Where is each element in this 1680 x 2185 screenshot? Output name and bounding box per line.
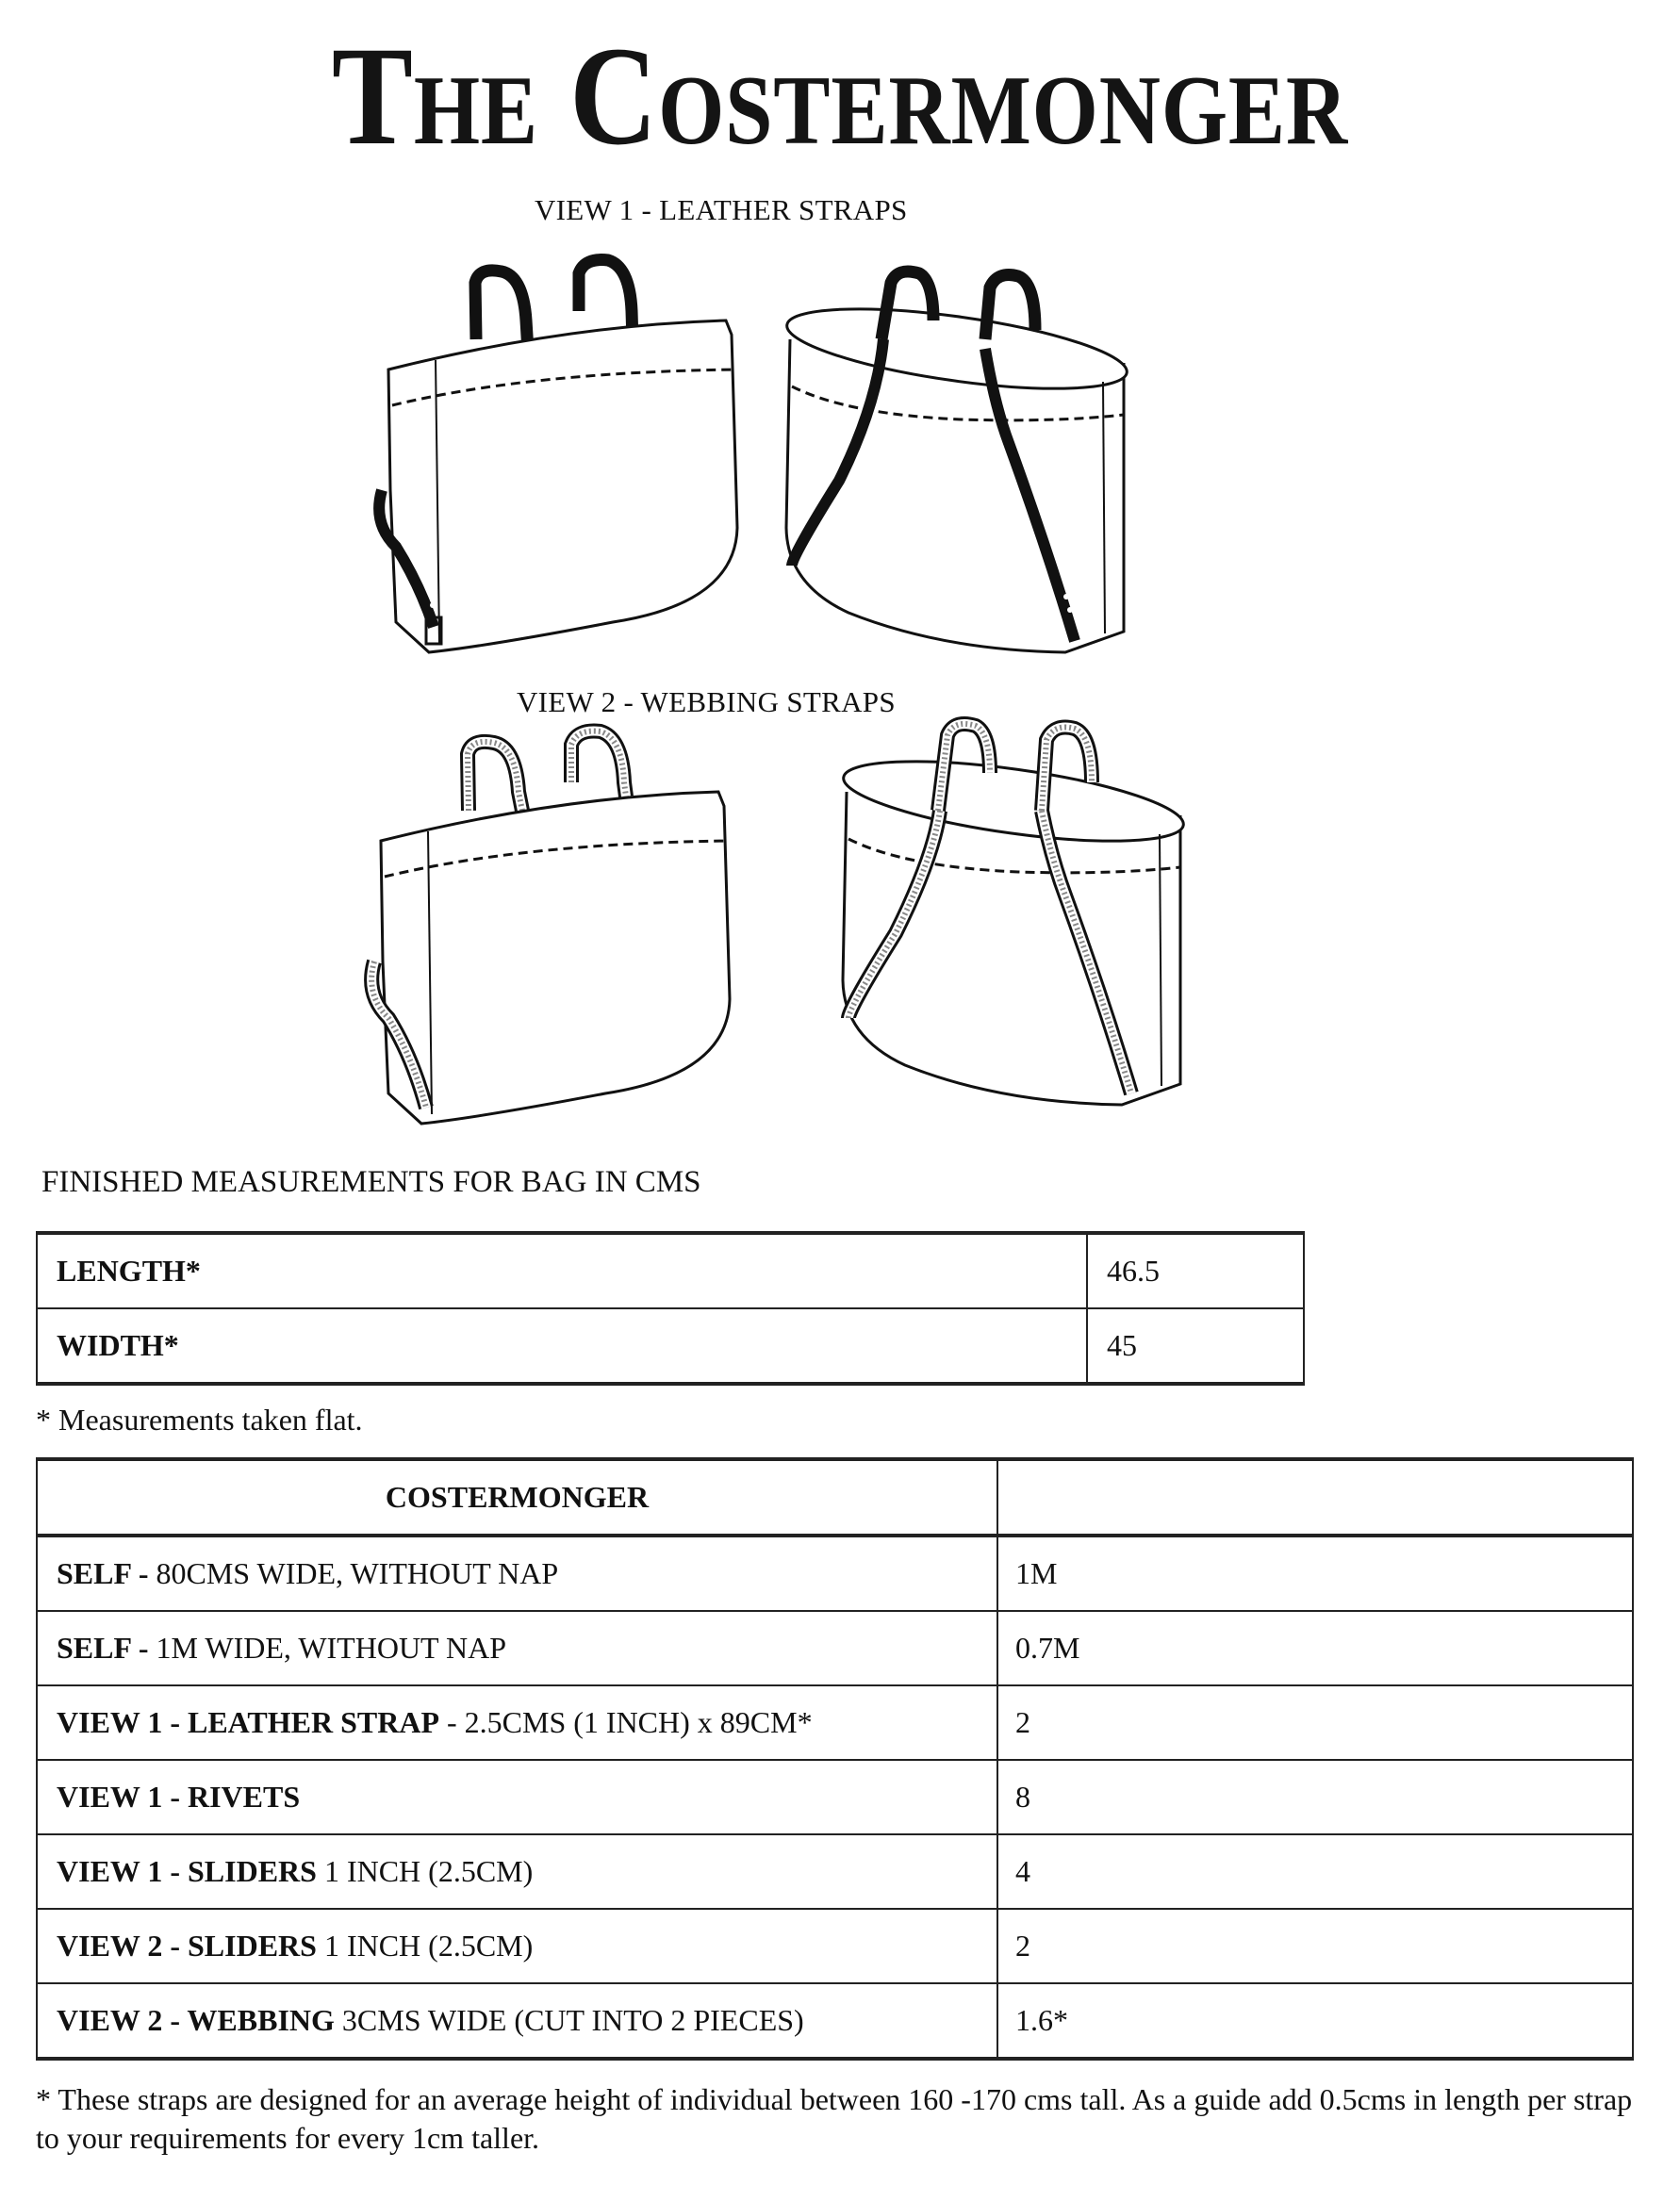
- requirement-quantity: 2: [997, 1685, 1633, 1760]
- requirements-header-value: [997, 1459, 1633, 1536]
- requirement-item-detail: 1 INCH (2.5CM): [316, 1929, 534, 1963]
- view-1-back-bag: [782, 271, 1131, 652]
- measure-value: 45: [1087, 1308, 1304, 1384]
- requirement-quantity: 8: [997, 1760, 1633, 1834]
- table-row: [37, 1760, 1633, 1834]
- requirement-item-bold: SELF -: [57, 1631, 156, 1665]
- requirement-item-bold: VIEW 1 - SLIDERS: [57, 1854, 317, 1888]
- page-title: The Costermonger: [331, 18, 1349, 174]
- view-2-label: VIEW 2 - WEBBING STRAPS: [517, 685, 896, 718]
- requirements-table: [36, 1457, 1634, 2061]
- table-header-row: [37, 1459, 1633, 1536]
- requirement-item-detail: 80CMS WIDE, WITHOUT NAP: [156, 1556, 559, 1590]
- table-row: [37, 1308, 1304, 1384]
- view-2-back-bag: [839, 724, 1188, 1105]
- measure-label: LENGTH*: [37, 1233, 1087, 1308]
- requirement-item-bold: VIEW 2 - SLIDERS: [57, 1929, 317, 1963]
- table-row: [37, 1233, 1304, 1308]
- measure-value: 46.5: [1087, 1233, 1304, 1308]
- requirement-quantity: 4: [997, 1834, 1633, 1909]
- requirement-item: [37, 1536, 997, 1611]
- requirement-item: [37, 1685, 997, 1760]
- requirement-item-bold: VIEW 1 - RIVETS: [57, 1780, 301, 1814]
- table-row: [37, 1685, 1633, 1760]
- view-1-front-bag: [379, 260, 737, 652]
- measurements-heading: FINISHED MEASUREMENTS FOR BAG IN CMS: [41, 1165, 701, 1199]
- table-row: [37, 1983, 1633, 2059]
- requirement-item-detail: 3CMS WIDE (CUT INTO 2 PIECES): [334, 2003, 804, 2037]
- table-row: [37, 1834, 1633, 1909]
- requirement-item: [37, 1611, 997, 1685]
- requirement-item: [37, 1983, 997, 2059]
- table-row: [37, 1611, 1633, 1685]
- table-row: [37, 1536, 1633, 1611]
- requirement-quantity: 0.7M: [997, 1611, 1633, 1685]
- requirement-item-detail: - 2.5CMS (1 INCH) x 89CM*: [439, 1705, 813, 1739]
- measure-label: WIDTH*: [37, 1308, 1087, 1384]
- requirement-item-bold: VIEW 1 - LEATHER STRAP: [57, 1705, 439, 1739]
- requirement-quantity: 1.6*: [997, 1983, 1633, 2059]
- requirement-item-bold: SELF -: [57, 1556, 156, 1590]
- requirement-quantity: 1M: [997, 1536, 1633, 1611]
- measurements-note: * Measurements taken flat.: [36, 1403, 363, 1437]
- requirement-item-detail: 1M WIDE, WITHOUT NAP: [156, 1631, 507, 1665]
- requirement-item: [37, 1760, 997, 1834]
- view-2-front-bag: [371, 731, 730, 1124]
- requirement-item-detail: 1 INCH (2.5CM): [316, 1854, 534, 1888]
- requirement-item-bold: VIEW 2 - WEBBING: [57, 2003, 335, 2037]
- requirements-header: COSTERMONGER: [37, 1459, 997, 1536]
- requirement-item: [37, 1909, 997, 1983]
- table-row: [37, 1909, 1633, 1983]
- measurements-table: [36, 1231, 1305, 1386]
- footnote: * These straps are designed for an average height of individual between 160 -170 cms tall. As a guide add 0.5cms in length per strap to your requirements for every 1cm taller.: [36, 2082, 1633, 2155]
- requirement-item: [37, 1834, 997, 1909]
- view-1-label: VIEW 1 - LEATHER STRAPS: [535, 193, 908, 226]
- requirement-quantity: 2: [997, 1909, 1633, 1983]
